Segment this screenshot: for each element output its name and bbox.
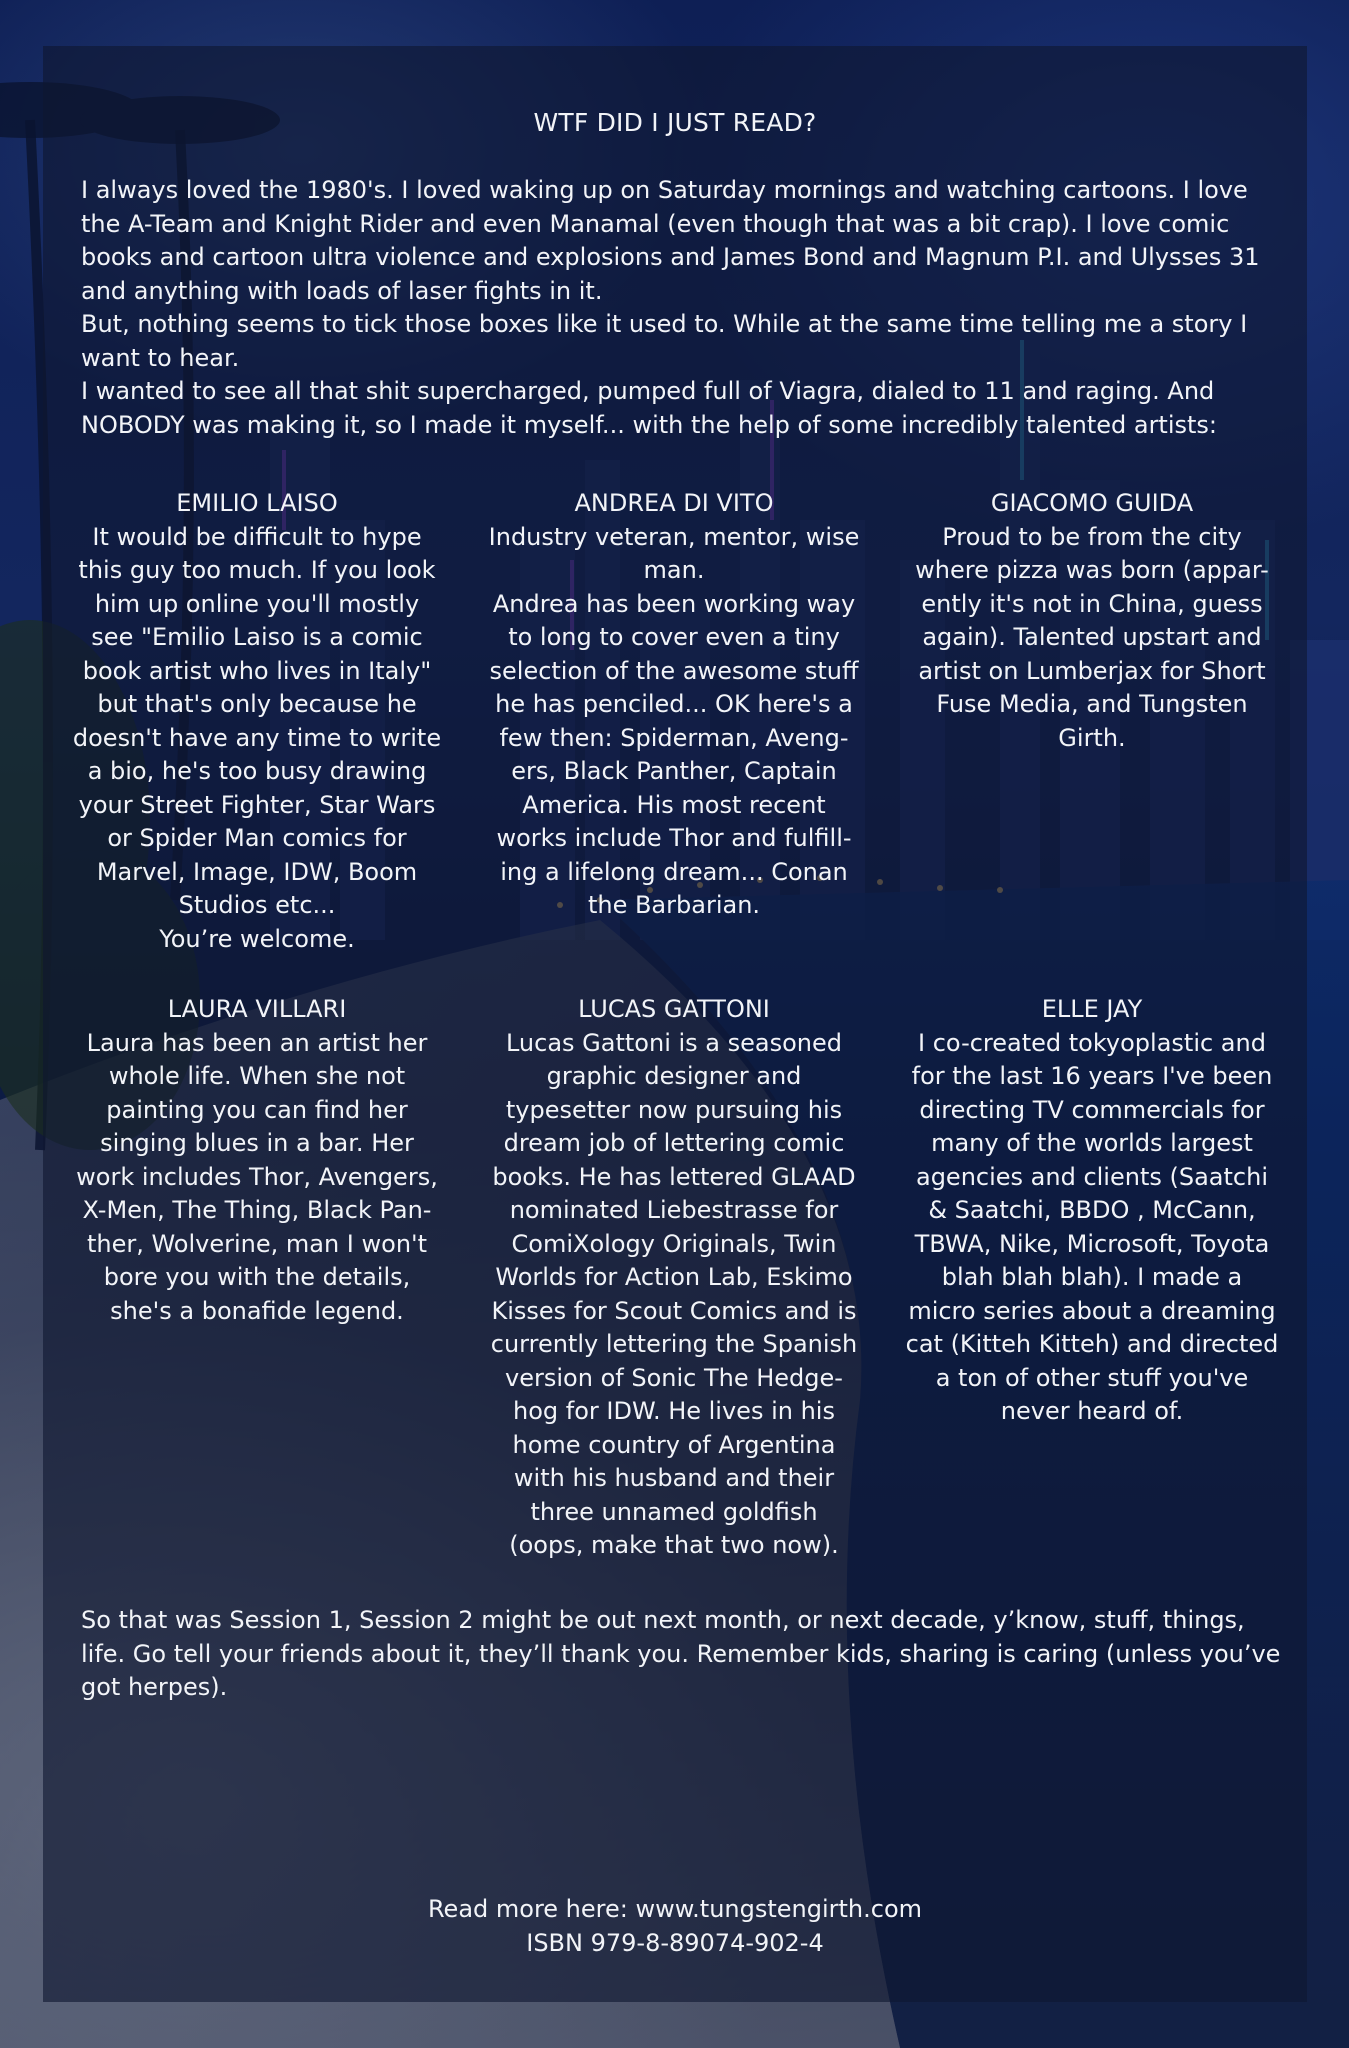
artist-bio-text: Laura has been an artist her whole life. When she not painting you can find her singing blues in a bar. Her work includes Thor, Avengers, X-Men, The Thing, Black Pan- ther, Wolverine, man I won't bore you with the details, she's a bonafide legend. <box>76 1028 438 1325</box>
footer <box>43 1893 1307 1960</box>
artist-bio-andrea-di-vito <box>484 487 864 923</box>
website-link[interactable]: Read more here: www.tungstengirth.com <box>427 1895 923 1923</box>
artist-bio-lucas-gattoni <box>484 993 864 1563</box>
intro-paragraph: I wanted to see all that shit supercharged, pumped full of Viagra, dialed to 11 and raging. And NOBODY was making it, so I made it myself... with the help of some incredibly talented artists: <box>81 377 1218 439</box>
artist-bio-emilio-laiso <box>67 487 447 956</box>
artist-name: ANDREA DI VITO <box>574 489 774 517</box>
artist-name: EMILIO LAISO <box>176 489 338 517</box>
artist-name: GIACOMO GUIDA <box>990 489 1194 517</box>
artist-bio-text: Industry veteran, mentor, wise man. Andrea has been working way to long to cover even a tiny selection of the awesome stuff he has penciled... OK here's a few then: Spiderman, Aveng- ers, Black Panther, Captain America. His most recent works include Thor and fulfill- ing a lifelong dream... Conan the Barbarian. <box>488 522 860 919</box>
artist-bio-elle-jay <box>902 993 1282 1429</box>
artist-bio-text: I co-created tokyoplastic and for the last 16 years I've been directing TV commercials for many of the worlds largest agencies and clients (Saatchi & Saatchi, BBDO , McCann, TBWA, Nike, Microsoft, Toyota blah blah blah). I made a micro series about a dreaming cat (Kitteh Kitteh) and directed a ton of other stuff you've never heard of. <box>905 1028 1279 1425</box>
intro-paragraph: I always loved the 1980's. I loved waking up on Saturday mornings and watching cartoons. I love the A-Team and Knight Rider and even Manamal (even though that was a bit crap). I love comic books and cartoon ultra violence and explosions and James Bond and Magnum P.I. and Ulysses 31 and anything with loads of laser fights in it. <box>81 176 1260 305</box>
artist-name: LUCAS GATTONI <box>578 995 770 1023</box>
artist-name: ELLE JAY <box>1041 995 1143 1023</box>
artist-bio-text: Proud to be from the city where pizza was born (appar- ently it's not in China, guess again). Talented upstart and artist on Lumberjax for Short Fuse Media, and Tungsten Girth. <box>915 522 1269 752</box>
artist-bio-text: Lucas Gattoni is a seasoned graphic designer and typesetter now pursuing his dream job of lettering comic books. He has lettered GLAAD nominated Liebestrasse for ComiXology Originals, Twin Worlds for Action Lab, Eskimo Kisses for Scout Comics and is currently lettering the Spanish version of Sonic The Hedge- hog for IDW. He lives in his home country of Argentina with his husband and their three unnamed goldfish (oops, make that two now). <box>490 1028 858 1559</box>
artist-bio-laura-villari <box>67 993 447 1328</box>
outro-text: So that was Session 1, Session 2 might be out next month, or next decade, y’know, stuff, things, life. Go tell your friends about it, they’ll thank you. Remember kids, sharing is caring (unless you’ve got herpes). <box>81 1606 1281 1701</box>
intro-text <box>81 174 1281 442</box>
artist-bio-text: It would be difficult to hype this guy too much. If you look him up online you'll mostly see "Emilio Laiso is a comic book artist who lives in Italy" but that's only because he doesn't have any time to write a bio, he's too busy drawing your Street Fighter, Star Wars or Spider Man comics for Marvel, Image, IDW, Boom Studios etc... You’re welcome. <box>72 522 442 953</box>
artist-bio-giacomo-guida <box>902 487 1282 755</box>
page-title: WTF DID I JUST READ? <box>533 108 817 137</box>
isbn-text: ISBN 979-8-89074-902-4 <box>526 1928 824 1957</box>
artist-name: LAURA VILLARI <box>167 995 347 1023</box>
intro-paragraph: But, nothing seems to tick those boxes like it used to. While at the same time telling me a story I want to hear. <box>81 310 1248 372</box>
